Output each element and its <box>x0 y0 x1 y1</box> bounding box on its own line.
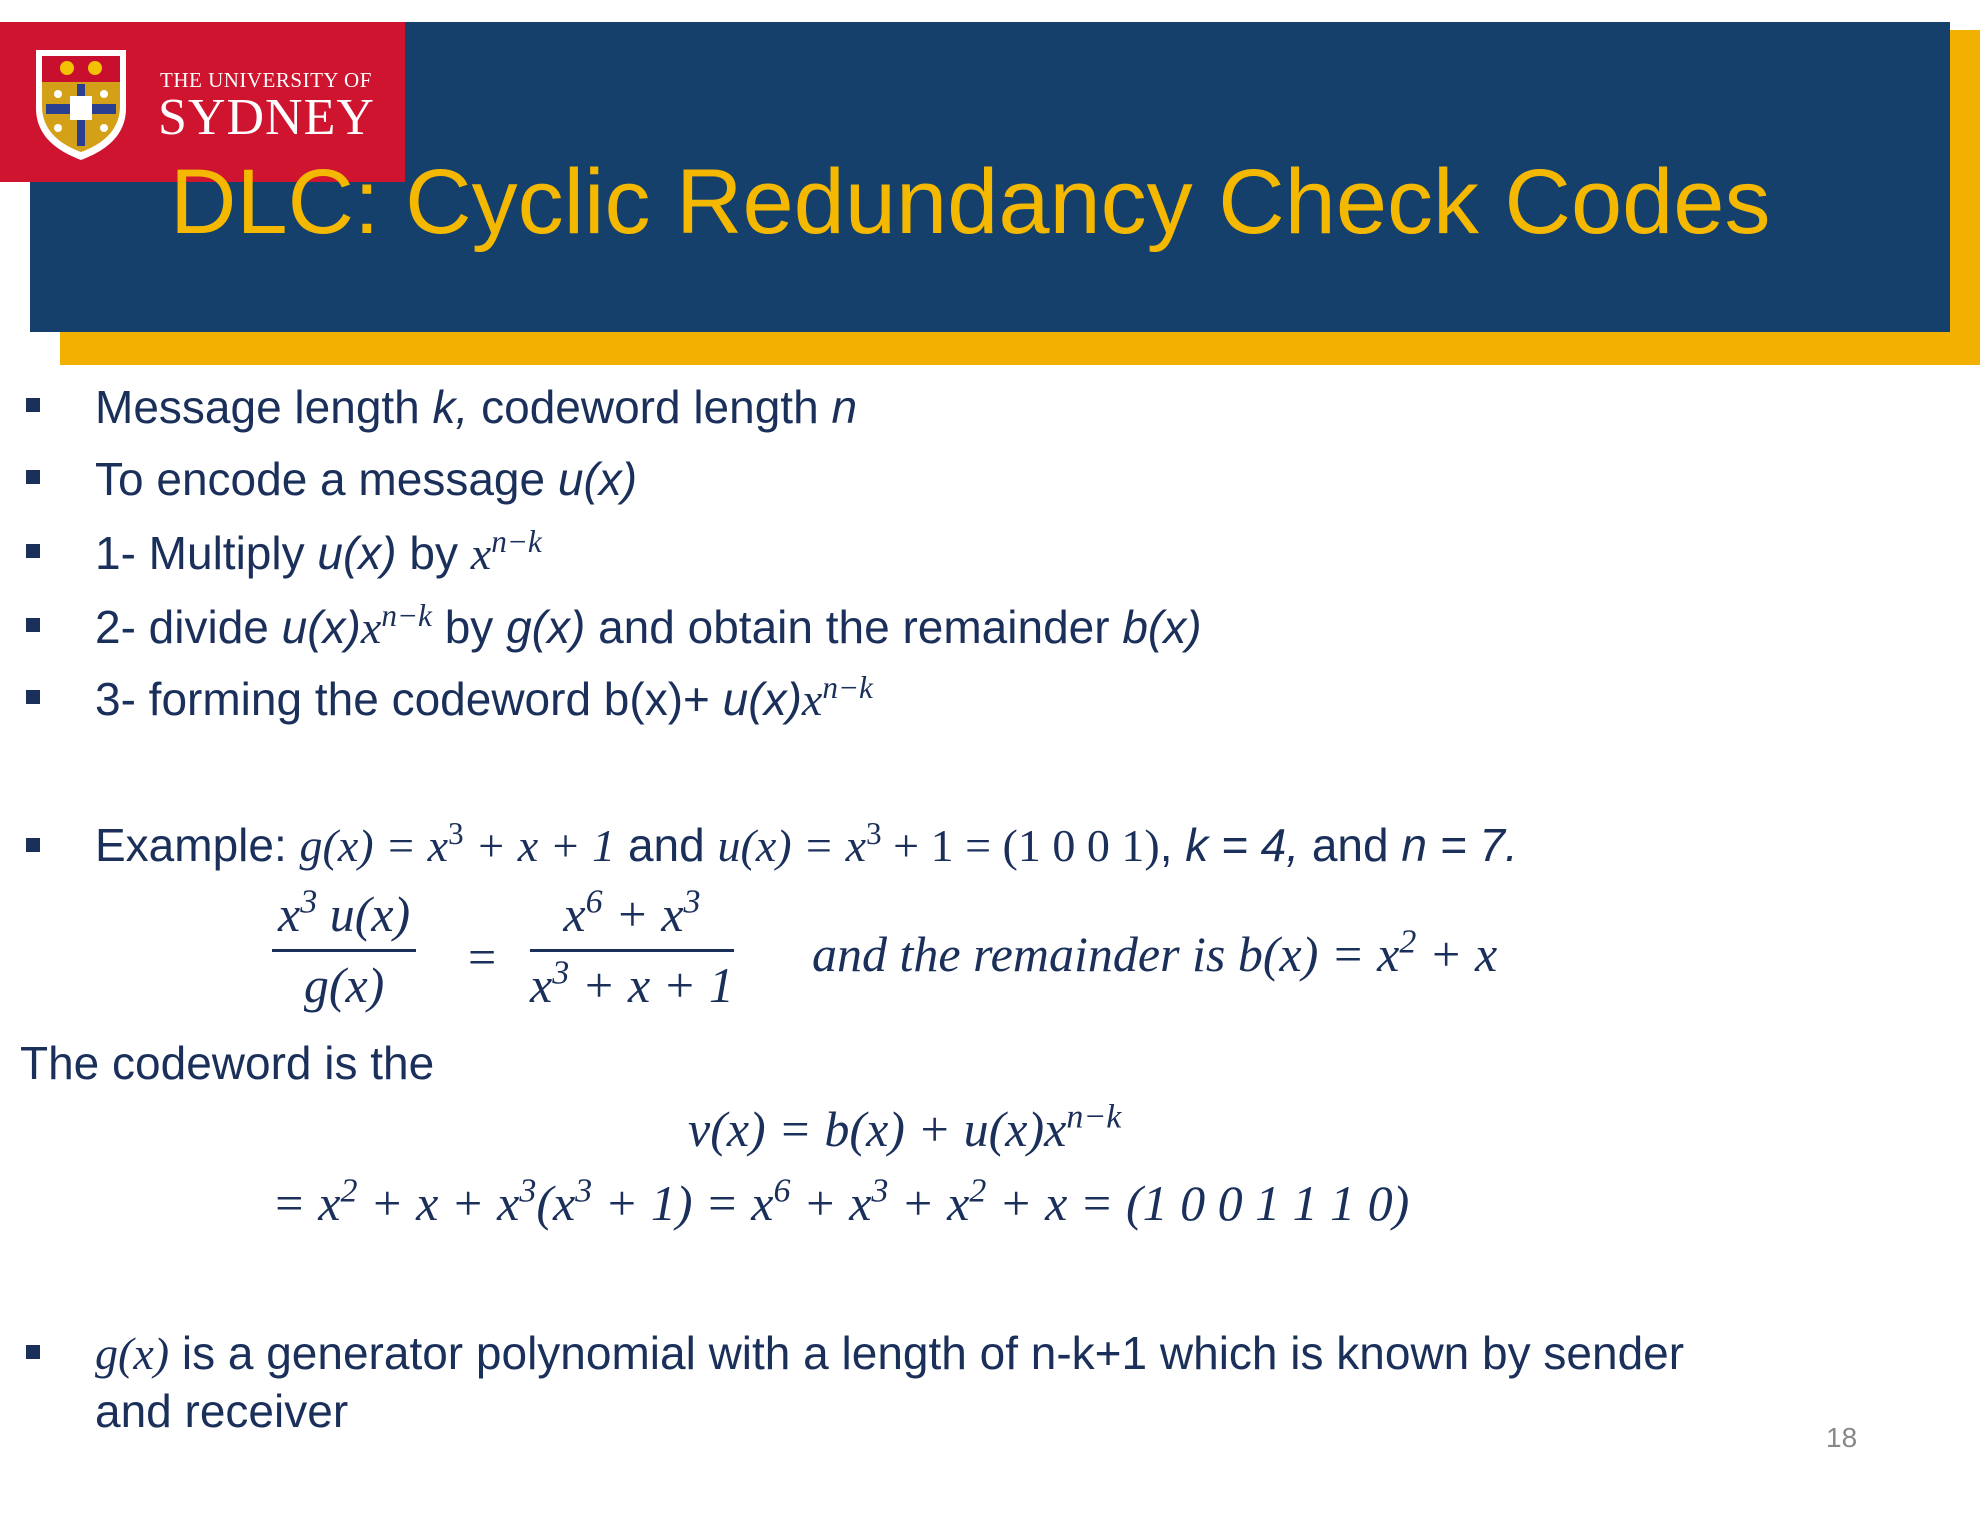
var-u: u(x) <box>281 601 361 653</box>
math: + 1 = (1 0 0 1) <box>881 820 1160 871</box>
exponent: 6 <box>773 1172 791 1210</box>
text: Message length <box>95 381 433 433</box>
math: + x <box>1416 926 1498 982</box>
exponent: 3 <box>300 883 318 921</box>
math: x <box>278 886 301 942</box>
var-x: x <box>801 674 823 725</box>
text: by <box>431 601 507 653</box>
text: To encode a message <box>95 453 558 505</box>
exponent: 3 <box>519 1172 537 1210</box>
bullet-marker <box>26 618 40 632</box>
exponent: n−k <box>822 669 873 705</box>
math: + x <box>888 1175 970 1231</box>
denominator: g(x) <box>303 957 385 1013</box>
equals-sign: = <box>468 929 497 985</box>
var-u: u(x) <box>557 453 638 505</box>
codeword-equation <box>688 1100 1121 1158</box>
exponent: n−k <box>1066 1098 1122 1136</box>
math: v(x) = b(x) + u(x)x <box>688 1101 1067 1157</box>
math: g(x) = x <box>299 820 449 871</box>
text: , <box>1159 819 1186 871</box>
math: u(x) <box>317 886 411 942</box>
var-n: n <box>831 381 858 433</box>
var-k: k = 4, <box>1185 819 1300 871</box>
text: 1- Multiply <box>95 527 318 579</box>
bullet-marker <box>26 398 40 412</box>
exponent: 6 <box>585 883 603 921</box>
codeword-expansion <box>272 1174 1409 1232</box>
bullet-multiply <box>95 523 542 580</box>
var-k: k, <box>432 381 469 433</box>
numerator <box>272 885 416 952</box>
bullet-example <box>95 815 1518 872</box>
remainder-text <box>812 925 1497 983</box>
math: + x + x <box>357 1175 520 1231</box>
bullet-generator <box>95 1326 1684 1380</box>
text: and <box>615 819 718 871</box>
bullet-divide <box>95 597 1202 654</box>
exponent: 2 <box>1399 923 1417 961</box>
text: is a generator polynomial with a length of n-k+1 which is known by sender <box>169 1327 1685 1379</box>
logo-text-small: THE UNIVERSITY OF <box>160 68 372 92</box>
math: x <box>563 886 586 942</box>
math: + x + 1 <box>569 957 734 1013</box>
text: 3- forming the codeword b(x)+ <box>95 673 723 725</box>
math: + x <box>790 1175 872 1231</box>
var-g: g(x) <box>95 1328 170 1379</box>
math: + x + 1 <box>463 820 616 871</box>
bullet-message-length <box>95 380 857 434</box>
math: + x = (1 0 0 1 1 1 0) <box>986 1175 1410 1231</box>
exponent: n−k <box>381 597 432 633</box>
crest-icon <box>32 46 130 162</box>
text: codeword length <box>468 381 832 433</box>
text: by <box>396 527 471 579</box>
var-g: g(x) <box>506 601 586 653</box>
exponent: 2 <box>969 1172 987 1210</box>
math: + 1) = x <box>592 1175 774 1231</box>
bullet-marker <box>26 838 40 852</box>
fraction-division <box>530 885 734 1014</box>
math: (x <box>536 1175 576 1231</box>
bullet-marker <box>26 544 40 558</box>
slide-title: DLC: Cyclic Redundancy Check Codes <box>170 151 1771 253</box>
var-n: n = 7. <box>1401 819 1518 871</box>
page-number: 18 <box>1826 1422 1858 1453</box>
exponent: n−k <box>491 523 542 559</box>
var-x: x <box>470 528 492 579</box>
var-x: x <box>360 602 382 653</box>
var-b: b(x) <box>1122 601 1202 653</box>
text: 2- divide <box>95 601 282 653</box>
exponent: 3 <box>866 815 882 851</box>
text: Example: <box>95 819 300 871</box>
bullet-encode <box>95 452 637 506</box>
bullet-generator-continued: and receiver <box>95 1385 349 1437</box>
bullet-marker <box>26 690 40 704</box>
exponent: 3 <box>871 1172 889 1210</box>
bullet-marker <box>26 470 40 484</box>
exponent: 3 <box>683 883 701 921</box>
denominator <box>530 952 734 1014</box>
exponent: 3 <box>552 954 570 992</box>
exponent: 3 <box>575 1172 593 1210</box>
math: = x <box>272 1175 341 1231</box>
text: and <box>1299 819 1402 871</box>
math: x <box>530 957 553 1013</box>
math: u(x) = x <box>717 820 867 871</box>
exponent: 2 <box>340 1172 358 1210</box>
numerator <box>530 885 734 952</box>
math: and the remainder is b(x) = x <box>812 926 1400 982</box>
text: and obtain the remainder <box>585 601 1123 653</box>
bullet-marker <box>26 1345 40 1359</box>
math: + x <box>602 886 684 942</box>
var-u: u(x) <box>317 527 397 579</box>
fraction-x3u-over-g <box>272 885 416 1014</box>
logo-text-big: SYDNEY <box>158 89 375 146</box>
var-u: u(x) <box>722 673 802 725</box>
exponent: 3 <box>448 815 464 851</box>
bullet-codeword <box>95 669 873 726</box>
codeword-intro: The codeword is the <box>20 1037 435 1089</box>
